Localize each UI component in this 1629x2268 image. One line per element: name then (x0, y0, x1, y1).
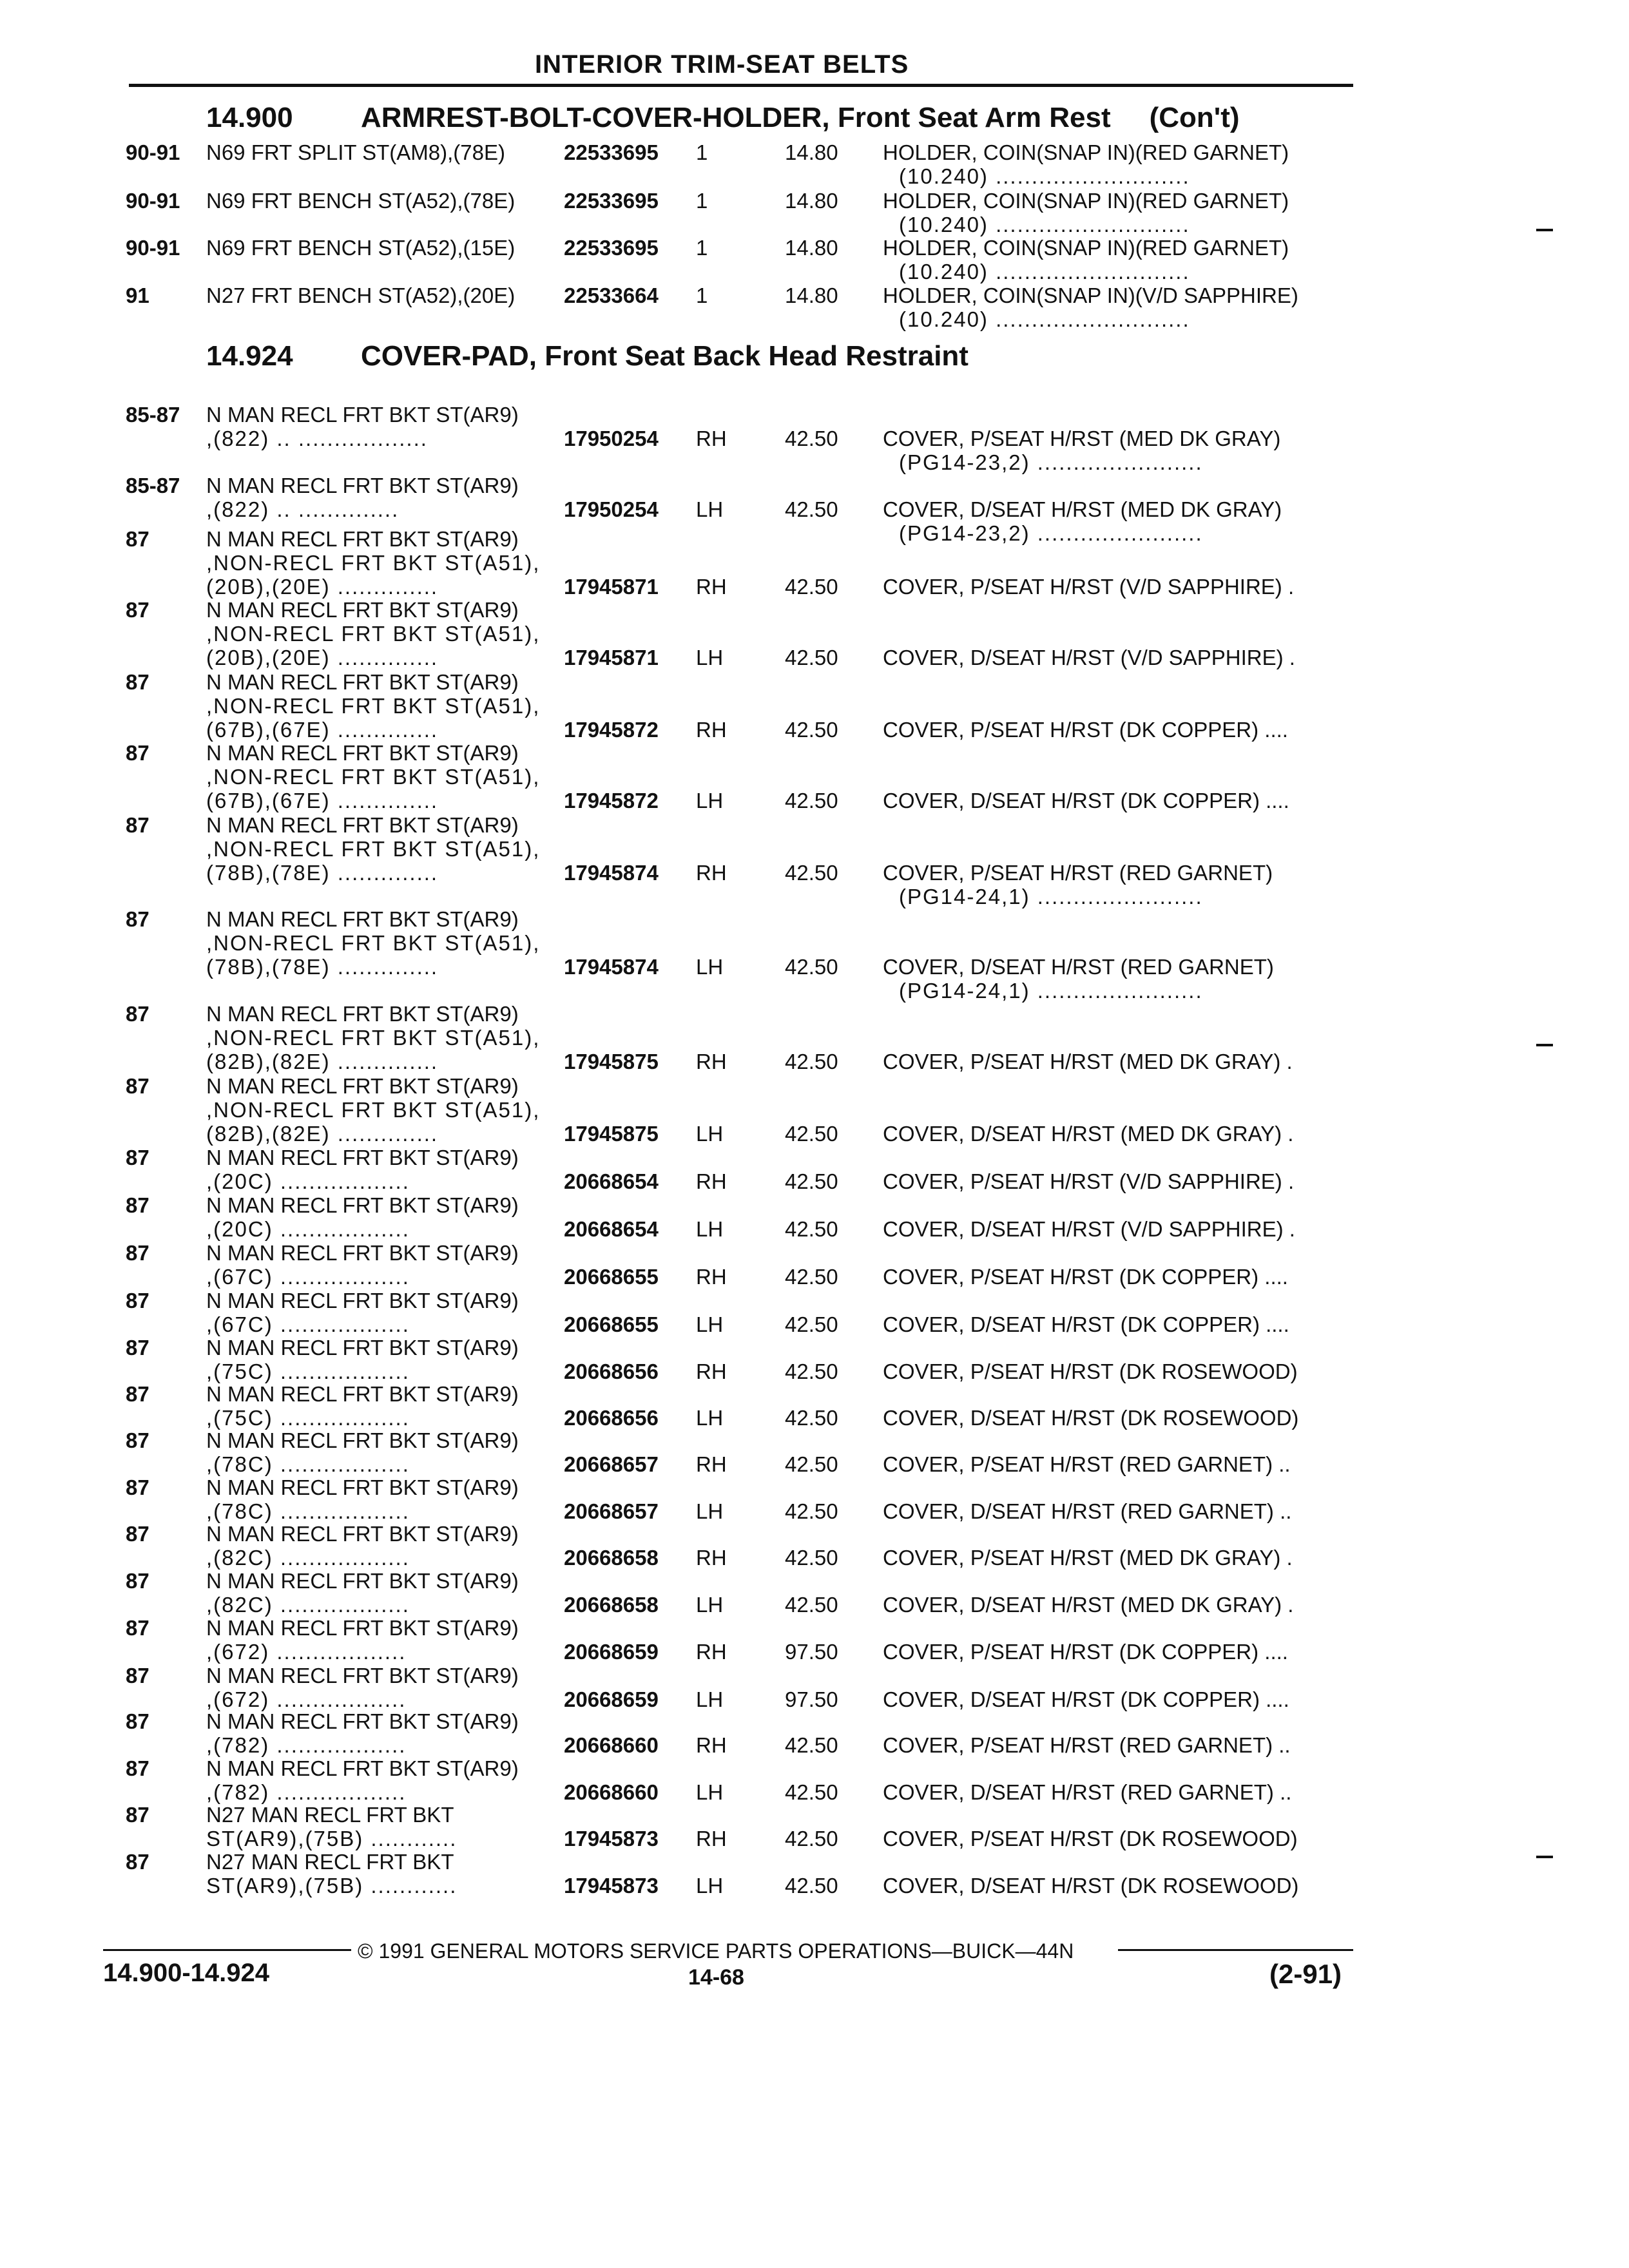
part-number: 17945873 (564, 1827, 659, 1850)
model-line: ,(82C) .................. (206, 1593, 410, 1617)
model-year: 87 (126, 1002, 149, 1026)
model-line: ,NON-RECL FRT BKT ST(A51), (206, 694, 541, 718)
part-number: 20668654 (564, 1217, 659, 1241)
part-description-detail: (10.240) ........................... (899, 213, 1190, 236)
part-number: 20668654 (564, 1169, 659, 1193)
part-description: COVER, D/SEAT H/RST (RED GARNET) .. (883, 1499, 1292, 1523)
list-price: 42.50 (785, 575, 838, 599)
list-price: 42.50 (785, 1733, 838, 1757)
part-description: COVER, D/SEAT H/RST (DK ROSEWOOD) (883, 1406, 1299, 1430)
quantity-or-side: LH (696, 1687, 724, 1711)
quantity-or-side: 1 (696, 284, 708, 307)
model-line: (82B),(82E) .............. (206, 1122, 439, 1146)
model-line: N MAN RECL FRT BKT ST(AR9) (206, 1146, 519, 1169)
model-line: ,NON-RECL FRT BKT ST(A51), (206, 551, 541, 575)
list-price: 42.50 (785, 1169, 838, 1193)
list-price: 42.50 (785, 1593, 838, 1617)
model-year: 87 (126, 1709, 149, 1733)
quantity-or-side: LH (696, 955, 724, 979)
model-line: N MAN RECL FRT BKT ST(AR9) (206, 1569, 519, 1593)
model-year: 87 (126, 1850, 149, 1874)
model-line: (82B),(82E) .............. (206, 1050, 439, 1073)
quantity-or-side: LH (696, 1312, 724, 1336)
part-number: 22533695 (564, 236, 659, 260)
model-year: 87 (126, 813, 149, 837)
model-year: 87 (126, 1241, 149, 1265)
model-year: 87 (126, 1146, 149, 1169)
quantity-or-side: RH (696, 1360, 727, 1383)
quantity-or-side: LH (696, 646, 724, 669)
list-price: 42.50 (785, 427, 838, 450)
model-year: 87 (126, 1616, 149, 1640)
model-line: N MAN RECL FRT BKT ST(AR9) (206, 474, 519, 497)
model-year: 87 (126, 1336, 149, 1360)
list-price: 42.50 (785, 1499, 838, 1523)
part-description: COVER, D/SEAT H/RST (V/D SAPPHIRE) . (883, 1217, 1295, 1241)
model-year: 87 (126, 1475, 149, 1499)
part-number: 17945872 (564, 718, 659, 742)
list-price: 42.50 (785, 1452, 838, 1476)
model-year: 87 (126, 1803, 149, 1827)
part-description: COVER, D/SEAT H/RST (DK COPPER) .... (883, 789, 1289, 812)
model-line: ,(672) .................. (206, 1640, 407, 1664)
model-year: 87 (126, 527, 149, 551)
part-description: COVER, D/SEAT H/RST (MED DK GRAY) . (883, 1593, 1294, 1617)
part-description: COVER, D/SEAT H/RST (DK COPPER) .... (883, 1687, 1289, 1711)
quantity-or-side: LH (696, 1593, 724, 1617)
model-year: 87 (126, 1664, 149, 1687)
model-year: 87 (126, 1382, 149, 1406)
model-line: ST(AR9),(75B) ............ (206, 1874, 458, 1898)
model-line: ,(782) .................. (206, 1780, 407, 1804)
quantity-or-side: RH (696, 861, 727, 885)
quantity-or-side: RH (696, 1452, 727, 1476)
part-description: HOLDER, COIN(SNAP IN)(RED GARNET) (883, 140, 1289, 164)
list-price: 42.50 (785, 1265, 838, 1289)
model-year: 85-87 (126, 403, 180, 427)
part-number: 17945875 (564, 1050, 659, 1073)
model-line: ,NON-RECL FRT BKT ST(A51), (206, 931, 541, 955)
model-line: ,NON-RECL FRT BKT ST(A51), (206, 622, 541, 646)
model-line: N69 FRT BENCH ST(A52),(15E) (206, 236, 516, 260)
model-year: 87 (126, 1289, 149, 1312)
model-line: ,NON-RECL FRT BKT ST(A51), (206, 1098, 541, 1122)
footer-section-range: 14.900-14.924 (103, 1959, 270, 1987)
quantity-or-side: LH (696, 1217, 724, 1241)
model-line: N MAN RECL FRT BKT ST(AR9) (206, 1616, 519, 1640)
part-description: COVER, P/SEAT H/RST (RED GARNET) (883, 861, 1273, 885)
part-number: 22533664 (564, 284, 659, 307)
model-line: N MAN RECL FRT BKT ST(AR9) (206, 1428, 519, 1452)
quantity-or-side: RH (696, 718, 727, 742)
part-number: 20668655 (564, 1265, 659, 1289)
model-line: (67B),(67E) .............. (206, 718, 439, 742)
model-line: N MAN RECL FRT BKT ST(AR9) (206, 1664, 519, 1687)
model-line: N MAN RECL FRT BKT ST(AR9) (206, 598, 519, 622)
model-year: 87 (126, 1193, 149, 1217)
part-number: 20668659 (564, 1687, 659, 1711)
margin-mark (1536, 229, 1553, 231)
footer-copyright: © 1991 GENERAL MOTORS SERVICE PARTS OPERATIONS—BUICK—44N (358, 1939, 1074, 1963)
part-number: 20668660 (564, 1780, 659, 1804)
model-line: N MAN RECL FRT BKT ST(AR9) (206, 1475, 519, 1499)
model-line: N MAN RECL FRT BKT ST(AR9) (206, 1193, 519, 1217)
model-line: N MAN RECL FRT BKT ST(AR9) (206, 1002, 519, 1026)
quantity-or-side: RH (696, 1640, 727, 1664)
part-description: COVER, D/SEAT H/RST (MED DK GRAY) (883, 497, 1282, 521)
section-title: COVER-PAD, Front Seat Back Head Restraint (361, 340, 969, 372)
model-line: ,(20C) .................. (206, 1169, 410, 1193)
model-year: 90-91 (126, 236, 180, 260)
quantity-or-side: LH (696, 1122, 724, 1146)
quantity-or-side: LH (696, 1499, 724, 1523)
quantity-or-side: LH (696, 1780, 724, 1804)
model-line: N MAN RECL FRT BKT ST(AR9) (206, 1336, 519, 1360)
quantity-or-side: 1 (696, 236, 708, 260)
part-description-detail: (PG14-23,2) ....................... (899, 450, 1203, 474)
part-number: 17945871 (564, 646, 659, 669)
list-price: 42.50 (785, 1050, 838, 1073)
quantity-or-side: RH (696, 1546, 727, 1570)
model-line: ,(78C) .................. (206, 1452, 410, 1476)
quantity-or-side: LH (696, 1406, 724, 1430)
quantity-or-side: RH (696, 427, 727, 450)
footer-page-number: 14-68 (688, 1965, 744, 1990)
model-line: (67B),(67E) .............. (206, 789, 439, 812)
model-year: 87 (126, 598, 149, 622)
list-price: 42.50 (785, 1360, 838, 1383)
model-line: ,(782) .................. (206, 1733, 407, 1757)
list-price: 97.50 (785, 1640, 838, 1664)
quantity-or-side: RH (696, 1265, 727, 1289)
model-line: N69 FRT SPLIT ST(AM8),(78E) (206, 140, 505, 164)
model-year: 91 (126, 284, 149, 307)
model-line: N MAN RECL FRT BKT ST(AR9) (206, 1289, 519, 1312)
part-description: COVER, D/SEAT H/RST (DK COPPER) .... (883, 1312, 1289, 1336)
model-year: 87 (126, 1569, 149, 1593)
margin-mark (1536, 1856, 1553, 1858)
part-description: COVER, P/SEAT H/RST (DK ROSEWOOD) (883, 1360, 1298, 1383)
part-description: COVER, P/SEAT H/RST (DK ROSEWOOD) (883, 1827, 1298, 1850)
section-title: ARMREST-BOLT-COVER-HOLDER, Front Seat Arm Rest (361, 102, 1111, 133)
quantity-or-side: LH (696, 497, 724, 521)
part-number: 20668656 (564, 1360, 659, 1383)
part-number: 20668655 (564, 1312, 659, 1336)
list-price: 42.50 (785, 955, 838, 979)
model-year: 87 (126, 1756, 149, 1780)
model-line: N MAN RECL FRT BKT ST(AR9) (206, 527, 519, 551)
quantity-or-side: RH (696, 1169, 727, 1193)
model-line: N27 MAN RECL FRT BKT (206, 1850, 454, 1874)
list-price: 42.50 (785, 1827, 838, 1850)
model-line: N MAN RECL FRT BKT ST(AR9) (206, 1241, 519, 1265)
model-line: ,(822) .. .............. (206, 497, 400, 521)
model-line: N MAN RECL FRT BKT ST(AR9) (206, 907, 519, 931)
part-number: 20668656 (564, 1406, 659, 1430)
part-number: 20668657 (564, 1452, 659, 1476)
part-description: COVER, P/SEAT H/RST (RED GARNET) .. (883, 1733, 1291, 1757)
model-line: ,(82C) .................. (206, 1546, 410, 1570)
quantity-or-side: RH (696, 1733, 727, 1757)
model-year: 90-91 (126, 189, 180, 213)
part-number: 17945871 (564, 575, 659, 599)
footer-rule-right (1118, 1949, 1353, 1951)
part-description-detail: (PG14-24,1) ....................... (899, 979, 1203, 1003)
list-price: 14.80 (785, 236, 838, 260)
part-number: 22533695 (564, 140, 659, 164)
part-description: COVER, P/SEAT H/RST (MED DK GRAY) . (883, 1546, 1293, 1570)
list-price: 42.50 (785, 861, 838, 885)
model-line: ,(672) .................. (206, 1687, 407, 1711)
model-line: N MAN RECL FRT BKT ST(AR9) (206, 1382, 519, 1406)
section-number: 14.900 (206, 102, 293, 133)
part-number: 17945874 (564, 861, 659, 885)
model-year: 90-91 (126, 140, 180, 164)
list-price: 42.50 (785, 1874, 838, 1898)
model-year: 87 (126, 1428, 149, 1452)
part-description: COVER, P/SEAT H/RST (V/D SAPPHIRE) . (883, 575, 1295, 599)
model-line: ,(20C) .................. (206, 1217, 410, 1241)
section-heading-14924 (206, 340, 969, 372)
part-number: 20668660 (564, 1733, 659, 1757)
model-year: 87 (126, 907, 149, 931)
part-description: HOLDER, COIN(SNAP IN)(RED GARNET) (883, 189, 1289, 213)
part-description-detail: (10.240) ........................... (899, 260, 1190, 284)
part-description: COVER, P/SEAT H/RST (DK COPPER) .... (883, 1265, 1288, 1289)
part-number: 17945874 (564, 955, 659, 979)
model-year: 87 (126, 741, 149, 765)
page-header-title: INTERIOR TRIM-SEAT BELTS (535, 50, 909, 79)
model-line: N MAN RECL FRT BKT ST(AR9) (206, 741, 519, 765)
model-line: N MAN RECL FRT BKT ST(AR9) (206, 813, 519, 837)
part-description: COVER, P/SEAT H/RST (RED GARNET) .. (883, 1452, 1291, 1476)
quantity-or-side: LH (696, 789, 724, 812)
margin-mark (1536, 1044, 1553, 1046)
section-number: 14.924 (206, 340, 293, 372)
model-line: ,(75C) .................. (206, 1406, 410, 1430)
part-number: 22533695 (564, 189, 659, 213)
model-line: N MAN RECL FRT BKT ST(AR9) (206, 1756, 519, 1780)
model-line: ,(67C) .................. (206, 1265, 410, 1289)
part-number: 20668658 (564, 1546, 659, 1570)
part-number: 20668659 (564, 1640, 659, 1664)
model-line: N MAN RECL FRT BKT ST(AR9) (206, 1709, 519, 1733)
part-description: HOLDER, COIN(SNAP IN)(V/D SAPPHIRE) (883, 284, 1298, 307)
quantity-or-side: RH (696, 575, 727, 599)
part-number: 17945872 (564, 789, 659, 812)
part-number: 20668657 (564, 1499, 659, 1523)
model-line: ,(75C) .................. (206, 1360, 410, 1383)
footer-revision-date: (2-91) (1269, 1959, 1342, 1989)
list-price: 42.50 (785, 1780, 838, 1804)
part-description-detail: (PG14-23,2) ....................... (899, 521, 1203, 545)
model-line: ,(822) .. .................. (206, 427, 428, 450)
model-line: N MAN RECL FRT BKT ST(AR9) (206, 403, 519, 427)
list-price: 42.50 (785, 1122, 838, 1146)
part-description: HOLDER, COIN(SNAP IN)(RED GARNET) (883, 236, 1289, 260)
part-description-detail: (10.240) ........................... (899, 307, 1190, 331)
quantity-or-side: 1 (696, 140, 708, 164)
part-number: 20668658 (564, 1593, 659, 1617)
model-year: 85-87 (126, 474, 180, 497)
model-year: 87 (126, 1074, 149, 1098)
model-line: N69 FRT BENCH ST(A52),(78E) (206, 189, 516, 213)
model-line: ,NON-RECL FRT BKT ST(A51), (206, 1026, 541, 1050)
model-line: (78B),(78E) .............. (206, 861, 439, 885)
list-price: 42.50 (785, 497, 838, 521)
model-line: (20B),(20E) .............. (206, 575, 439, 599)
model-line: N27 MAN RECL FRT BKT (206, 1803, 454, 1827)
part-description: COVER, P/SEAT H/RST (V/D SAPPHIRE) . (883, 1169, 1295, 1193)
model-line: (78B),(78E) .............. (206, 955, 439, 979)
model-line: N MAN RECL FRT BKT ST(AR9) (206, 1074, 519, 1098)
part-description-detail: (PG14-24,1) ....................... (899, 885, 1203, 908)
list-price: 14.80 (785, 189, 838, 213)
quantity-or-side: RH (696, 1050, 727, 1073)
model-year: 87 (126, 1522, 149, 1546)
part-number: 17950254 (564, 427, 659, 450)
part-description: COVER, D/SEAT H/RST (DK ROSEWOOD) (883, 1874, 1299, 1898)
part-number: 17945873 (564, 1874, 659, 1898)
model-line: N MAN RECL FRT BKT ST(AR9) (206, 670, 519, 694)
part-number: 17950254 (564, 497, 659, 521)
quantity-or-side: RH (696, 1827, 727, 1850)
list-price: 14.80 (785, 140, 838, 164)
header-rule (129, 84, 1353, 87)
model-line: ST(AR9),(75B) ............ (206, 1827, 458, 1850)
list-price: 42.50 (785, 789, 838, 812)
list-price: 42.50 (785, 1312, 838, 1336)
section-continued: (Con't) (1149, 102, 1240, 133)
part-description: COVER, P/SEAT H/RST (DK COPPER) .... (883, 718, 1288, 742)
part-description: COVER, P/SEAT H/RST (MED DK GRAY) . (883, 1050, 1293, 1073)
part-description: COVER, D/SEAT H/RST (V/D SAPPHIRE) . (883, 646, 1295, 669)
model-line: ,(67C) .................. (206, 1312, 410, 1336)
model-year: 87 (126, 670, 149, 694)
list-price: 42.50 (785, 718, 838, 742)
quantity-or-side: 1 (696, 189, 708, 213)
part-description-detail: (10.240) ........................... (899, 164, 1190, 188)
model-line: ,NON-RECL FRT BKT ST(A51), (206, 765, 541, 789)
part-description: COVER, D/SEAT H/RST (MED DK GRAY) . (883, 1122, 1294, 1146)
list-price: 14.80 (785, 284, 838, 307)
quantity-or-side: LH (696, 1874, 724, 1898)
part-number: 17945875 (564, 1122, 659, 1146)
list-price: 42.50 (785, 646, 838, 669)
list-price: 42.50 (785, 1217, 838, 1241)
list-price: 42.50 (785, 1406, 838, 1430)
part-description: COVER, D/SEAT H/RST (RED GARNET) (883, 955, 1274, 979)
part-description: COVER, P/SEAT H/RST (DK COPPER) .... (883, 1640, 1288, 1664)
section-heading-14900 (206, 102, 1240, 134)
model-line: N27 FRT BENCH ST(A52),(20E) (206, 284, 516, 307)
part-description: COVER, D/SEAT H/RST (RED GARNET) .. (883, 1780, 1292, 1804)
model-line: ,NON-RECL FRT BKT ST(A51), (206, 837, 541, 861)
list-price: 97.50 (785, 1687, 838, 1711)
model-line: N MAN RECL FRT BKT ST(AR9) (206, 1522, 519, 1546)
footer-rule-left (103, 1949, 351, 1951)
part-description: COVER, P/SEAT H/RST (MED DK GRAY) (883, 427, 1281, 450)
model-line: (20B),(20E) .............. (206, 646, 439, 669)
list-price: 42.50 (785, 1546, 838, 1570)
model-line: ,(78C) .................. (206, 1499, 410, 1523)
